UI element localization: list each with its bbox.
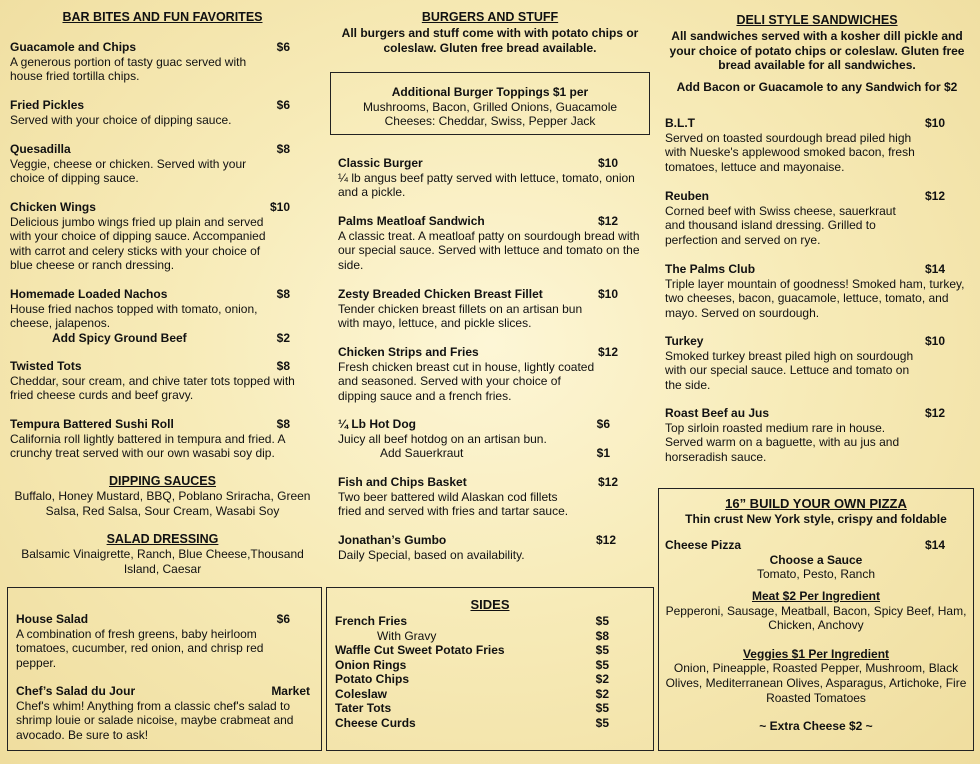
item-desc: Served on toasted sourdough bread piled high with Nueske's applewood smoked bacon, fresh tomatoes, lettuce and mayonaise. [665,130,915,174]
burgers-subtitle: All burgers and stuff come with with potato chips or coleslaw. Gluten free bread available. [341,26,639,55]
item-desc: Veggie, cheese or chicken. Served with your choice of dipping sauce. [10,156,247,186]
item-price: $8 [276,417,290,431]
toppings-line: Mushrooms, Bacon, Grilled Onions, Guacamole [362,99,618,114]
menu-item [10,287,290,345]
item-price: Market [271,684,310,698]
side-price: $5 [595,657,609,672]
menu-item [338,156,638,200]
item-desc: Chef's whim! Anything from a classic chef's salad to shrimp louie or salade nicoise, maybe crabmeat and avocado. Be sure to ask! [16,698,294,742]
menu-item [10,359,300,403]
side-name: French Fries [335,614,408,628]
item-desc: Cheddar, sour cream, and chive tater tots topped with fried cheese curds and beef gravy. [10,373,295,403]
side-name: Potato Chips [335,672,409,686]
side-name: Coleslaw [335,686,388,701]
dipping-sauces-title: DIPPING SAUCES [109,474,216,488]
side-price: $2 [595,686,609,701]
item-price: $10 [924,334,945,348]
item-desc: Fresh chicken breast cut in house, lightly coated and seasoned. Served with your choice of dipping sauce and a french fries. [338,359,595,403]
item-desc: Top sirloin roasted medium rare in house. Served warm on a baguette, with au jus and horseradish sauce. [665,420,900,464]
menu-item [10,417,300,461]
item-desc: Corned beef with Swiss cheese, sauerkraut and thousand island dressing. Grilled to perfection and served on rye. [665,203,896,247]
item-price: $6 [276,98,290,112]
sides-box [326,587,654,751]
item-price: $12 [597,345,618,359]
item-price: $6 [596,417,610,431]
item-desc: Juicy all beef hotdog on an artisan bun. [338,431,547,446]
pizza-box [658,488,974,751]
item-price: $12 [924,189,945,203]
item-desc: ¼ lb angus beef patty served with lettuce, tomato, onion and a pickle. [338,170,635,200]
veggies-list: Onion, Pineapple, Roasted Pepper, Mushroom, Black Olives, Mediterranean Olives, Asparagus, Artichoke, Fire Roasted Tomatoes [665,661,967,705]
sides-list [335,614,609,730]
item-price: $8 [276,287,290,301]
dipping-sauces-list: Buffalo, Honey Mustard, BBQ, Poblano Sriracha, Green Salsa, Red Salsa, Sour Cream, Wasabi Soy [14,489,311,518]
item-desc: House fried nachos topped with tomato, onion, cheese, jalapenos. [10,301,258,331]
item-name: Palms Meatloaf Sandwich [338,214,485,228]
menu-item [338,475,638,519]
side-price: $8 [595,628,609,643]
sides-title: SIDES [470,597,510,612]
menu-item [10,98,290,127]
list-item [335,658,609,673]
menu-item [338,533,638,562]
item-price: $10 [269,200,290,214]
item-name: Tempura Battered Sushi Roll [10,417,174,431]
addon-price: $1 [596,446,610,461]
list-item [335,701,609,716]
extra-cheese: ~ Extra Cheese $2 ~ [759,719,873,734]
item-name: House Salad [16,612,89,626]
menu-item [338,345,638,403]
addon-name: Add Spicy Ground Beef [52,330,187,345]
item-price: $10 [597,287,618,301]
item-price: $12 [597,475,618,489]
list-item [335,672,609,687]
deli-addon: Add Bacon or Guacamole to any Sandwich for $2 [676,80,958,94]
item-price: $10 [597,156,618,170]
bar-bites-title: BAR BITES AND FUN FAVORITES [62,10,263,24]
item-name: Turkey [665,334,704,348]
list-item [335,687,609,702]
item-desc: Triple layer mountain of goodness! Smoked ham, turkey, two cheeses, bacon, guacamole, lettuce, tomato, and mayo. Served on sourdough. [665,276,965,320]
salad-dressing-list: Balsamic Vinaigrette, Ranch, Blue Cheese,Thousand Island, Caesar [21,547,304,576]
veggies-title: Veggies $1 Per Ingredient [742,646,890,661]
item-name: Guacamole and Chips [10,40,137,54]
side-price: $5 [595,715,609,730]
item-name: Homemade Loaded Nachos [10,287,168,301]
item-desc: Tender chicken breast fillets on an artisan bun with mayo, lettuce, and pickle slices. [338,301,583,331]
side-price: $5 [595,614,609,628]
menu-item [338,287,638,331]
pizza-subtitle: Thin crust New York style, crispy and foldable [685,511,947,526]
deli-title: DELI STYLE SANDWICHES [736,13,898,27]
item-price: $6 [276,612,290,626]
menu-item [665,334,965,392]
menu-item [10,142,290,186]
meat-list: Pepperoni, Sausage, Meatball, Bacon, Spicy Beef, Ham, Chicken, Anchovy [665,603,967,633]
toppings-box [330,72,650,135]
sauce-list: Tomato, Pesto, Ranch [756,567,876,582]
item-name: Chicken Strips and Fries [338,345,479,359]
item-desc: A generous portion of tasty guac served with house fried tortilla chips. [10,54,247,84]
side-name: Tater Tots [335,701,392,715]
item-name: Fried Pickles [10,98,85,112]
side-name: With Gravy [377,628,437,643]
addon-price: $2 [276,330,290,345]
menu-item [665,189,965,247]
menu-item [665,116,965,174]
item-price: $10 [924,116,945,130]
side-name: Waffle Cut Sweet Potato Fries [335,643,505,657]
item-desc: Delicious jumbo wings fried up plain and served with your choice of dipping sauce. Accompanied with carrot and celery sticks with your choice of blue cheese or ranch dressing. [10,214,266,273]
salad-dressing-title: SALAD DRESSING [106,532,219,546]
menu-item [338,214,643,272]
item-price: $6 [276,40,290,54]
item-name: Reuben [665,189,710,203]
item-name: Chef’s Salad du Jour [16,684,136,698]
item-price: $12 [597,214,618,228]
side-name: Onion Rings [335,657,407,672]
menu-item [10,40,290,84]
item-name: Chicken Wings [10,200,96,214]
sauce-title: Choose a Sauce [769,552,863,567]
meat-title: Meat $2 Per Ingredient [751,588,881,603]
item-price: $8 [276,142,290,156]
list-item [335,629,609,644]
list-item [335,716,609,731]
item-desc: A combination of fresh greens, baby heirloom tomatoes, cucumber, red onion, and chrisp red pepper. [16,626,264,670]
item-name: Cheese Pizza [665,538,742,553]
item-name: Twisted Tots [10,359,82,373]
item-desc: California roll lightly battered in tempura and fried. A crunchy treat served with our own wasabi soy dip. [10,431,285,461]
item-name: Roast Beef au Jus [665,406,770,420]
deli-subtitle: All sandwiches served with a kosher dill pickle and your choice of potato chips or coleslaw. Gluten free bread available for all sandwiches. [669,29,965,73]
item-desc: Two beer battered wild Alaskan cod fillets fried and served with fries and tartar sauce. [338,489,569,519]
list-item [335,643,609,658]
item-name: Quesadilla [10,142,71,156]
item-desc: A classic treat. A meatloaf patty on sourdough bread with our special sauce. Served with lettuce and tomato on the side. [338,228,640,272]
item-name: Jonathan’s Gumbo [338,533,447,547]
side-price: $5 [595,643,609,657]
item-price: $8 [276,359,290,373]
item-price: $14 [924,538,945,553]
side-price: $5 [595,701,609,715]
item-price: $14 [924,262,945,276]
item-name: ¼ Lb Hot Dog [338,417,416,431]
item-desc: Smoked turkey breast piled high on sourdough with our special sauce. Lettuce and tomato on the side. [665,348,914,392]
addon-name: Add Sauerkraut [380,446,464,461]
item-name: Zesty Breaded Chicken Breast Fillet [338,287,543,301]
menu-item [16,684,310,742]
item-name: B.L.T [665,116,695,130]
item-name: Fish and Chips Basket [338,475,467,489]
menu-item [338,417,638,461]
item-desc: Served with your choice of dipping sauce. [10,112,232,127]
item-desc: Daily Special, based on availability. [338,547,525,562]
toppings-title: Additional Burger Toppings $1 per [391,85,589,99]
side-price: $2 [595,672,609,686]
item-price: $12 [595,533,616,547]
list-item [335,614,609,629]
menu-item [10,200,290,273]
item-name: Classic Burger [338,156,423,170]
salads-box [7,587,322,751]
menu-item [665,406,965,464]
item-price: $12 [924,406,945,420]
menu-item [665,262,970,320]
menu-item [16,612,290,670]
item-name: The Palms Club [665,262,756,276]
burgers-title: BURGERS AND STUFF [421,10,559,24]
toppings-cheeses: Cheeses: Cheddar, Swiss, Pepper Jack [384,114,596,129]
side-name: Cheese Curds [335,715,416,730]
pizza-title: 16” BUILD YOUR OWN PIZZA [725,496,907,511]
